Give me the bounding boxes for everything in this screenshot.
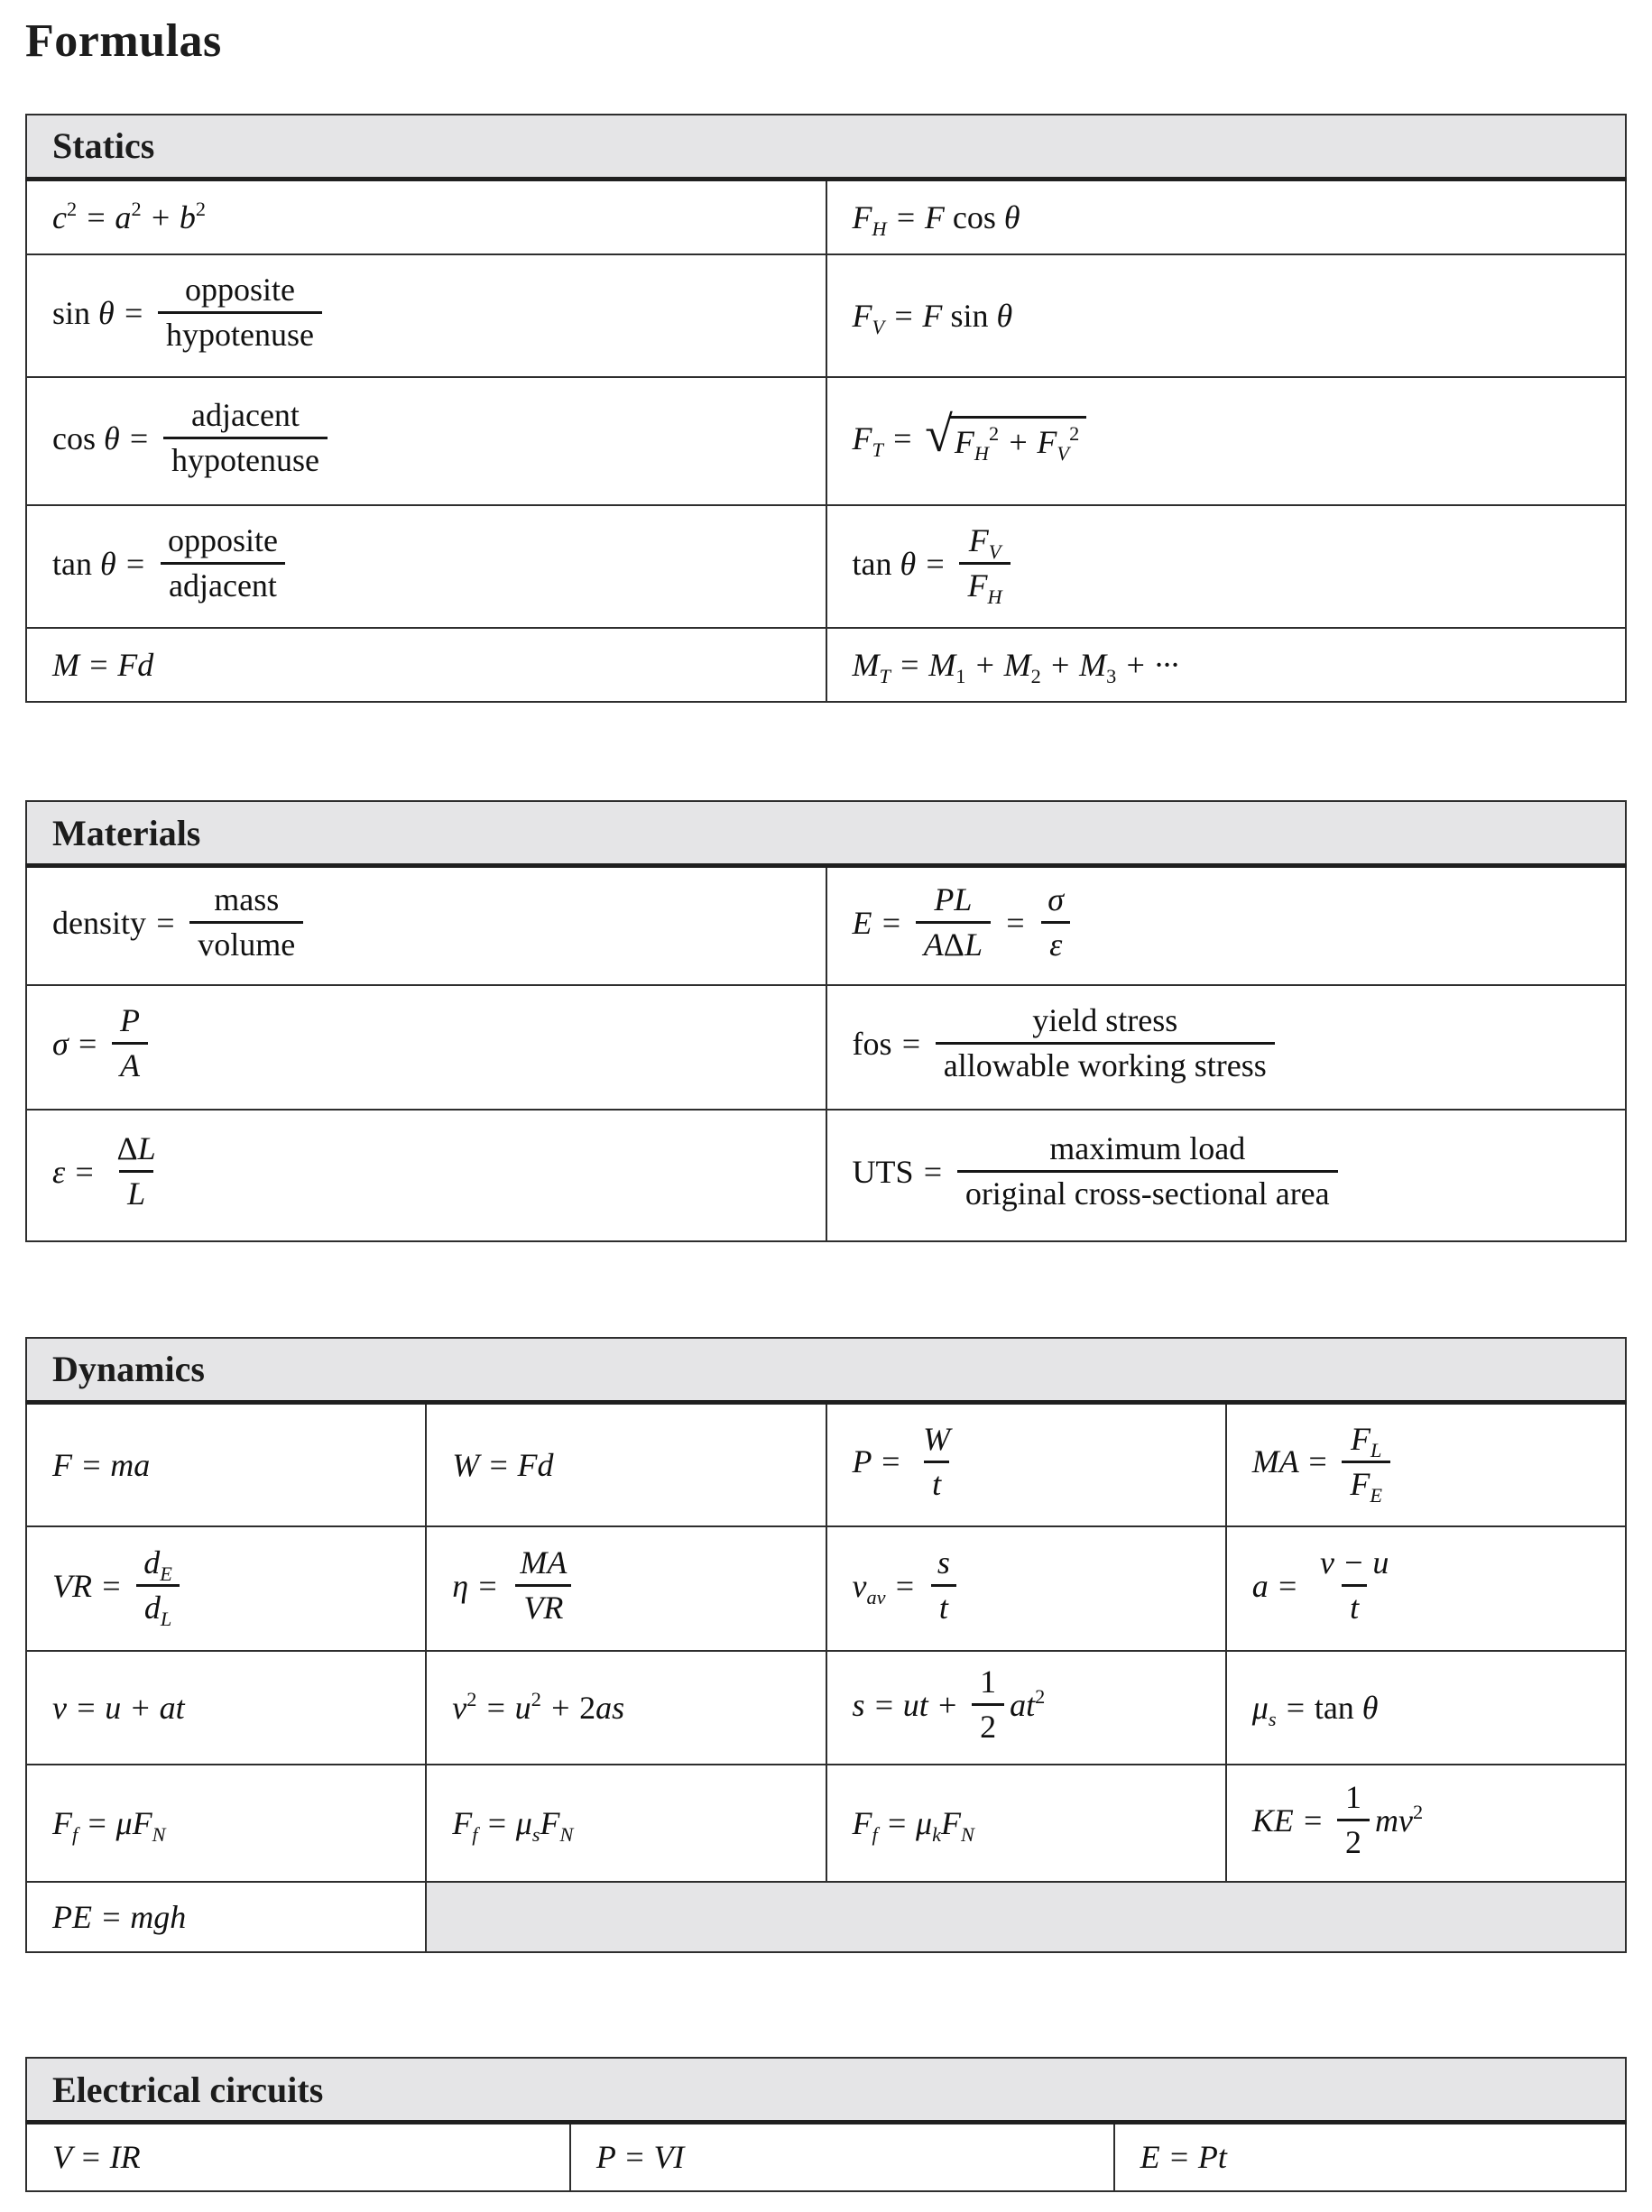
formula: KE = $\frac{1}{2}$ $mv^2$ — [1252, 1802, 1423, 1839]
formula: UTS = $\frac{\text{maximum load}}{\text{original cross-sectional area}}$ — [853, 1154, 1343, 1190]
formula: v = u + at — [52, 1689, 185, 1726]
section-header-electrical: Electrical circuits — [26, 2058, 1626, 2123]
section-header-materials: Materials — [26, 801, 1626, 866]
formula: E = $\frac{PL}{\text{AΔL}}$ = $\frac{\sigma}{\varepsilon}$ — [853, 905, 1078, 941]
formula: $F_f = \mu_kF_N$ — [852, 1804, 974, 1846]
formula-cell — [26, 866, 826, 985]
formula-cell — [1226, 1526, 1626, 1651]
formula: VR = $\frac{d_E}{d_L}$ — [52, 1568, 186, 1604]
formula-cell — [1114, 2123, 1626, 2191]
page-title: Formulas — [25, 15, 222, 67]
formula: P = $\frac{W}{t}$ — [853, 1443, 964, 1479]
dynamics-table — [25, 1337, 1627, 1954]
formula-cell — [26, 628, 826, 702]
section-header-dynamics: Dynamics — [26, 1338, 1626, 1403]
formula-cell — [26, 505, 826, 628]
formula-cell — [26, 1882, 426, 1952]
formula-cell — [426, 1526, 826, 1651]
formula: MA = $\frac{F_L}{F_E}$ — [1252, 1443, 1396, 1479]
formula: $c^2 = a^2 + b^2$ — [52, 197, 207, 235]
formula: W = Fd — [452, 1446, 554, 1483]
formula: PE = mgh — [52, 1898, 187, 1935]
formula-cell — [26, 1526, 426, 1651]
formula: M = Fd — [52, 646, 154, 683]
formula-cell — [826, 1765, 1226, 1882]
section-header-statics: Statics — [26, 115, 1626, 180]
formula-cell — [26, 1110, 826, 1241]
formula-cell — [426, 1402, 826, 1526]
formula-cell — [570, 2123, 1114, 2191]
formula-cell — [826, 377, 1627, 505]
formula-cell — [26, 1765, 426, 1882]
formula: $\mu_s = \tan \theta$ — [1251, 1689, 1379, 1730]
electrical-table — [25, 2057, 1627, 2192]
formula-cell — [26, 2123, 570, 2191]
formula: P = VI — [595, 2139, 685, 2176]
formula-cell — [1226, 1765, 1626, 1882]
statics-table — [25, 114, 1627, 704]
formula: F = ma — [52, 1446, 151, 1483]
formula: $v^2 = u^2 + 2as$ — [452, 1688, 625, 1726]
formula-cell — [826, 179, 1627, 254]
formula-cell — [26, 377, 826, 505]
formula-cell — [826, 1651, 1226, 1765]
formula-cell — [826, 1110, 1627, 1241]
shaded-empty-cell — [426, 1882, 1626, 1952]
formula-cell — [426, 1765, 826, 1882]
formula-cell — [826, 254, 1627, 377]
formula: a = $\frac{v - u}{t}$ — [1252, 1568, 1403, 1604]
formula-cell — [826, 505, 1627, 628]
formula: cos θ = $\frac{\text{adjacent}}{\text{hypotenuse}}$ — [52, 420, 333, 456]
formula-cell — [426, 1651, 826, 1765]
formula-cell — [826, 866, 1627, 985]
materials-table — [25, 800, 1627, 1242]
formula: ε = $\frac{\Delta L}{L}$ — [52, 1154, 170, 1190]
formula: $F_H = F$ cos θ — [852, 198, 1020, 240]
formula-cell — [1226, 1402, 1626, 1526]
formula-cell — [26, 179, 826, 254]
formula-cell — [826, 1402, 1226, 1526]
formula-cell — [26, 1402, 426, 1526]
formula: $F_f = \mu F_N$ — [52, 1804, 166, 1846]
formula: $F_V = F$ sin θ — [852, 297, 1013, 338]
formula-cell — [26, 1651, 426, 1765]
formula: $v_{av}$ = $\frac{s}{t}$ — [853, 1568, 964, 1604]
formula: η = $\frac{MA}{VR}$ — [452, 1568, 580, 1604]
formula-cell — [826, 628, 1627, 702]
formula-cell — [1226, 1651, 1626, 1765]
formula: tan θ = $\frac{F_V}{F_H}$ — [853, 546, 1016, 582]
formula: fos = $\frac{\text{yield stress}}{\text{allowable working stress}}$ — [853, 1026, 1280, 1062]
formula: sin θ = $\frac{\text{opposite}}{\text{hypotenuse}}$ — [52, 295, 328, 331]
formula: E = Pt — [1140, 2139, 1227, 2176]
formula: σ = $\frac{P}{A}$ — [52, 1026, 153, 1062]
formula: tan θ = $\frac{\text{opposite}}{\text{adjacent}}$ — [52, 546, 291, 582]
formula-cell — [826, 1526, 1226, 1651]
formula-cell — [26, 985, 826, 1110]
formula: density = $\frac{\text{mass}}{\text{volume}}$ — [52, 905, 309, 941]
formula: V = IR — [52, 2139, 141, 2176]
formula: $M_T = M_1 + M_2 + M_3$ + ··· — [852, 646, 1179, 687]
formula: $F_f = \mu_sF_N$ — [452, 1804, 574, 1846]
formula-cell — [826, 985, 1627, 1110]
formula: s = ut + $\frac{1}{2}$ $at^2$ — [853, 1687, 1046, 1723]
formula-cell — [26, 254, 826, 377]
formula: $F_T$ = √ $F_H^2 + F_V^2$ — [853, 420, 1087, 456]
